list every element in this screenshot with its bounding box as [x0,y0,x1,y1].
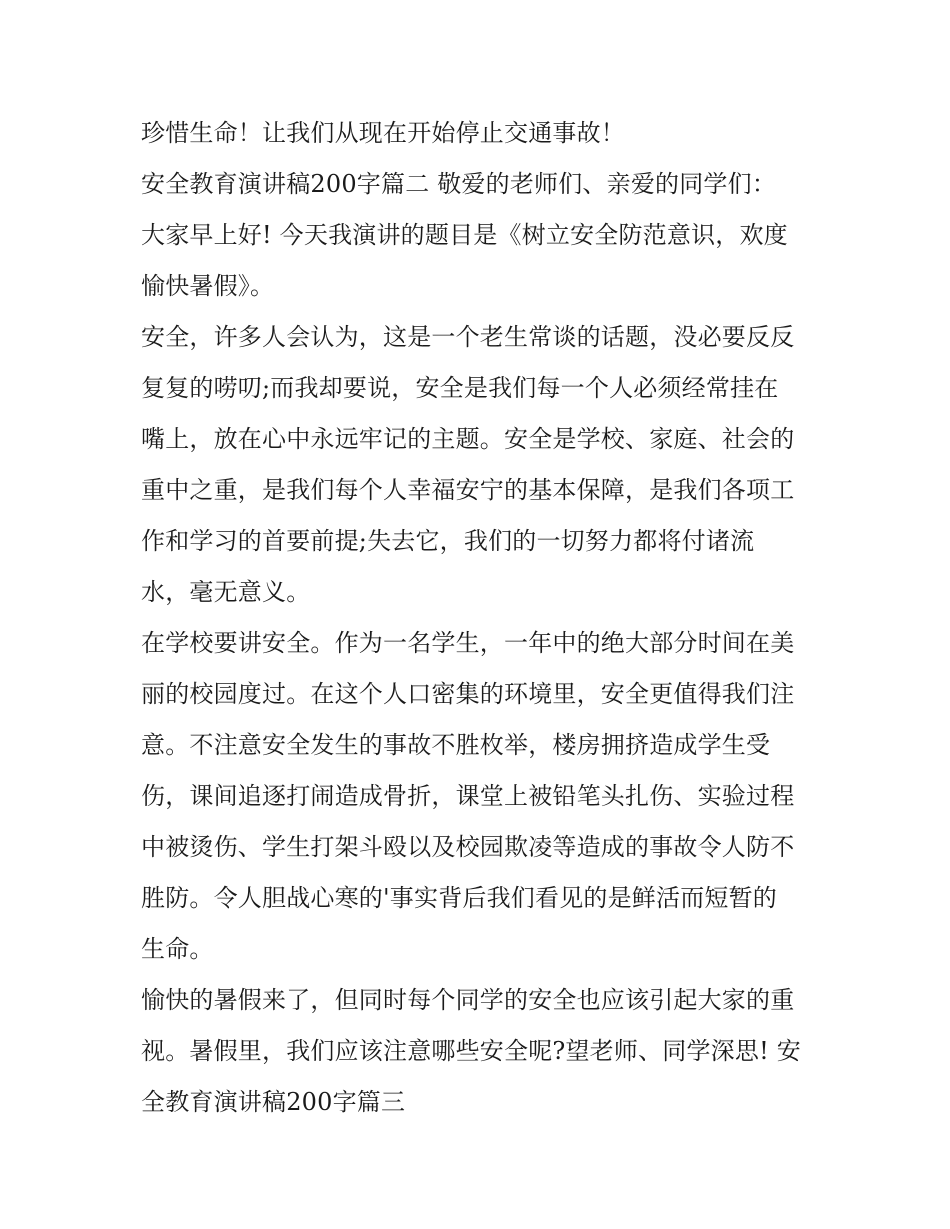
text-line: 丽的校园度过。在这个人口密集的环境里，安全更值得我们注 [141,680,795,708]
text-line: 复复的唠叨;而我却要说，安全是我们每一个人必须经常挂在 [141,374,779,402]
text-line: 水，毫无意义。 [141,578,311,606]
text-line: 嘴上，放在心中永远牢记的主题。安全是学校、家庭、社会的 [141,425,795,453]
text-line: 胜防。令人胆战心寒的'事实背后我们看见的是鲜活而短暂的 [141,884,777,912]
text-line: 珍惜生命！让我们从现在开始停止交通事故！ [141,119,625,147]
text-line: 意。不注意安全发生的事故不胜枚举，楼房拥挤造成学生受 [141,731,771,759]
text-line: 作和学习的首要前提;失去它，我们的一切努力都将付诸流 [141,527,755,555]
text-line: 生命。 [141,935,214,963]
text-line: 伤，课间追逐打闹造成骨折，课堂上被铅笔头扎伤、实验过程 [141,782,795,810]
text-line: 大家早上好! 今天我演讲的题目是《树立安全防范意识，欢度 [141,221,788,249]
text-line: 在学校要讲安全。作为一名学生，一年中的绝大部分时间在美 [141,629,795,657]
text-line: 安全教育演讲稿200字篇二 敬爱的老师们、亲爱的同学们： [141,170,777,198]
text-line: 愉快的暑假来了，但同时每个同学的安全也应该引起大家的重 [141,986,795,1014]
text-line: 视。暑假里，我们应该注意哪些安全呢?望老师、同学深思! 安 [141,1037,801,1065]
text-line: 中被烫伤、学生打架斗殴以及校园欺凌等造成的事故令人防不 [141,833,795,861]
text-line: 重中之重，是我们每个人幸福安宁的基本保障，是我们各项工 [141,476,795,504]
document-body [141,108,821,1128]
text-line: 安全，许多人会认为，这是一个老生常谈的话题，没必要反反 [141,323,795,351]
text-line: 全教育演讲稿200字篇三 [141,1088,406,1116]
text-line: 愉快暑假》。 [141,272,275,300]
